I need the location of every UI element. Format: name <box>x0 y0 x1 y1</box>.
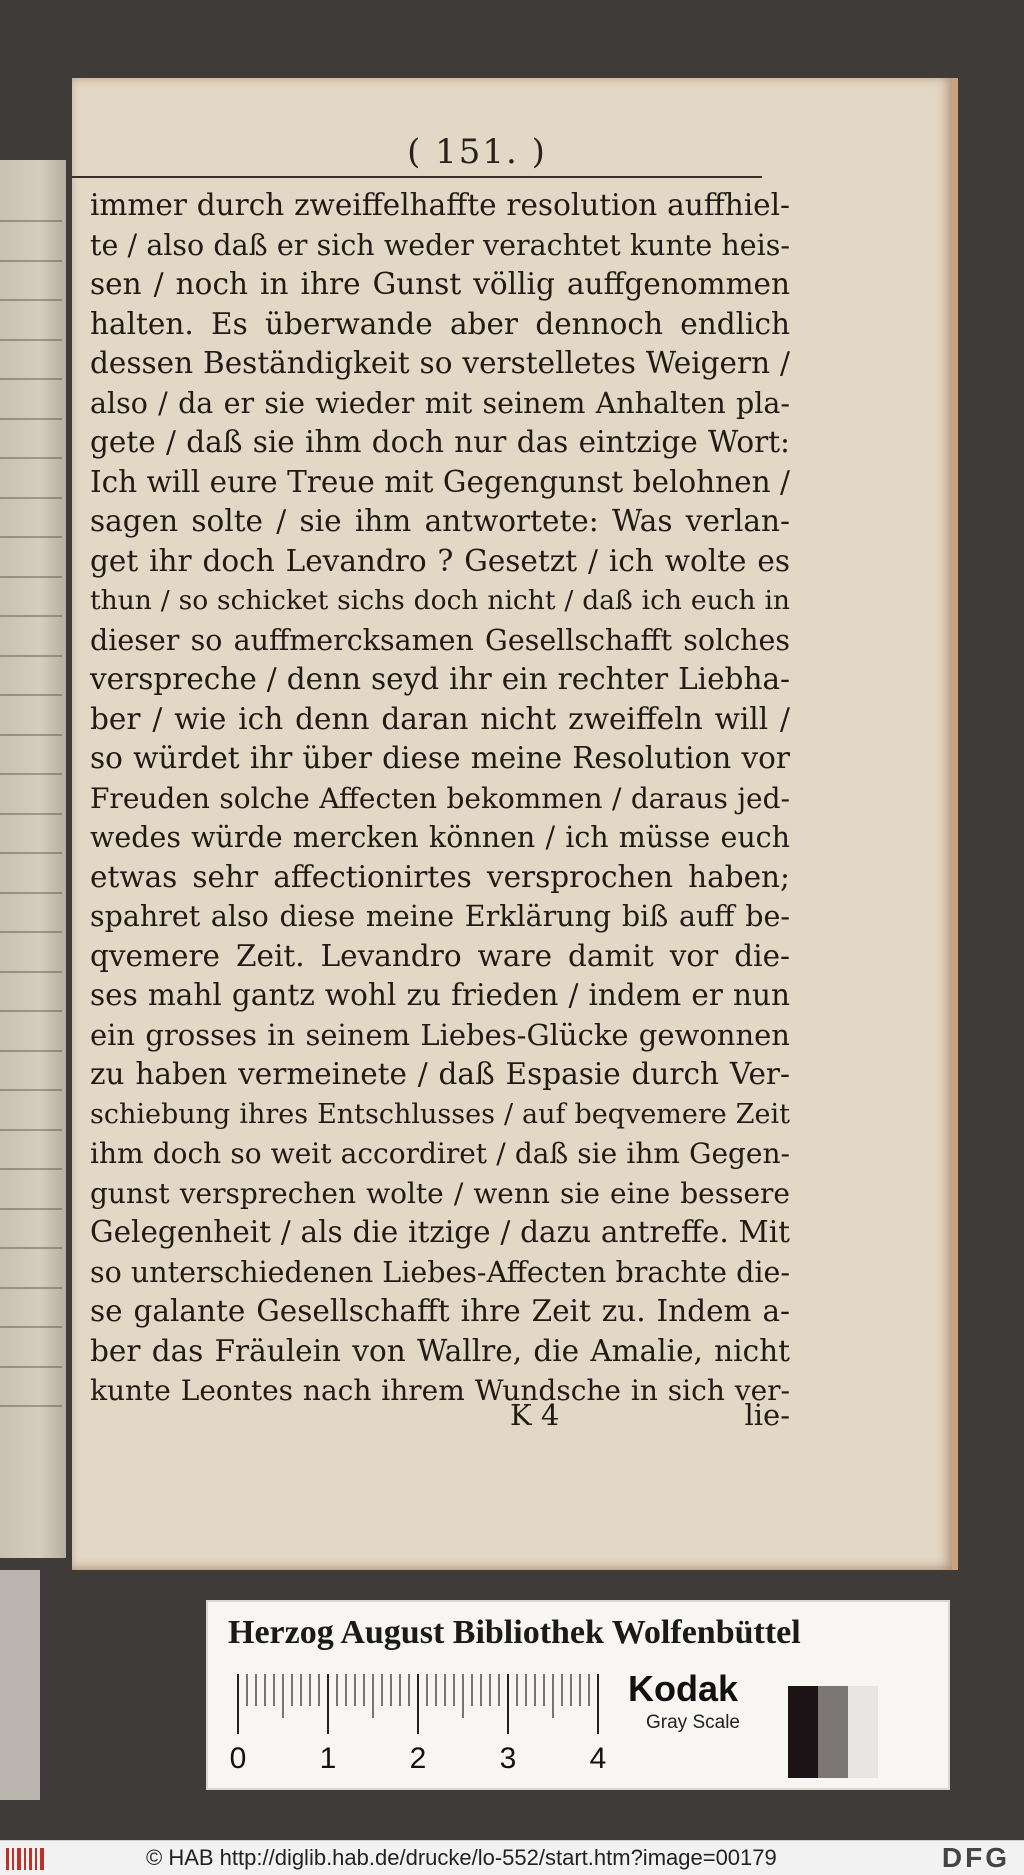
gray-patches <box>788 1686 878 1778</box>
page-text <box>90 186 790 1411</box>
page-header <box>92 132 862 182</box>
ghost-line <box>0 457 62 459</box>
text-line: dessen Beständigkeit so verstelletes Weigern / <box>90 346 790 380</box>
ghost-line <box>0 852 62 854</box>
text-line: get ihr doch Levandro ? Gesetzt / ich wolte es <box>90 543 790 578</box>
ghost-line <box>0 536 62 538</box>
ghost-line <box>0 892 62 894</box>
catchword: lie- <box>744 1398 790 1432</box>
ruler <box>229 1674 614 1778</box>
ghost-line <box>0 1208 62 1210</box>
ruler-ticks <box>234 1674 614 1738</box>
gray-patch <box>788 1686 818 1778</box>
gray-scale-label: Gray Scale <box>646 1712 740 1733</box>
ghost-line <box>0 655 62 657</box>
text-line: ber das Fräulein von Wallre, die Amalie, nicht <box>90 1333 790 1368</box>
ghost-line <box>0 1247 62 1249</box>
ghost-line <box>0 615 62 617</box>
text-line: ein grosses in seinem Liebes-Glücke gewonnen <box>90 1017 790 1052</box>
ghost-line <box>0 576 62 578</box>
text-line: verspreche / denn seyd ihr ein rechter Liebha- <box>90 662 790 696</box>
ghost-line <box>0 339 62 341</box>
footer-bar <box>0 1840 1024 1875</box>
page-number: ( 151. ) <box>407 132 547 172</box>
text-line: spahret also diese meine Erklärung biß auff be- <box>90 900 790 933</box>
book-page <box>72 78 958 1570</box>
ghost-line <box>0 813 62 815</box>
previous-page-edge <box>0 160 66 1558</box>
text-line: zu haben vermeinete / daß Espasie durch Ver- <box>90 1057 790 1091</box>
text-line: schiebung ihres Entschlusses / auf beqvemere Zeit <box>90 1098 790 1130</box>
gray-scale-card <box>206 1600 950 1790</box>
text-line: so unterschiedenen Liebes-Affecten brachte die- <box>90 1255 790 1289</box>
text-line: sen / noch in ihre Gunst völlig auffgenommen <box>90 267 790 301</box>
text-line: wedes würde mercken können / ich müsse euch <box>90 821 790 854</box>
ghost-line <box>0 418 62 420</box>
text-line: se galante Gesellschafft ihre Zeit zu. Indem a- <box>90 1294 790 1328</box>
text-line: te / also daß er sich weder verachtet kunte heis- <box>90 228 790 262</box>
text-line: gunst versprechen wolte / wenn sie eine bessere <box>90 1176 790 1210</box>
text-line: ber / wie ich denn daran nicht zweiffeln will / <box>90 701 790 736</box>
ghost-line <box>0 299 62 301</box>
text-line: immer durch zweiffelhaffte resolution auffhiel- <box>90 188 790 222</box>
page-footer-row <box>90 1398 790 1438</box>
ghost-line <box>0 1129 62 1131</box>
ghost-line <box>0 694 62 696</box>
ruler-number: 3 <box>499 1742 517 1775</box>
ghost-line <box>0 1010 62 1012</box>
signature-mark: K 4 <box>510 1398 560 1432</box>
text-line: dieser so auffmercksamen Gesellschafft solches <box>90 623 790 657</box>
ghost-line <box>0 1287 62 1289</box>
gray-patch <box>818 1686 848 1778</box>
text-line: sagen solte / sie ihm antwortete: Was verlan- <box>90 504 790 538</box>
text-line: etwas sehr affectionirtes versprochen haben; <box>90 859 790 894</box>
text-line: kunte Leontes nach ihrem Wundsche in sich ver- <box>90 1374 790 1407</box>
text-line: thun / so schicket sichs doch nicht / daß ich euch in <box>90 585 790 616</box>
header-rule <box>72 176 762 178</box>
ghost-line <box>0 773 62 775</box>
library-name: Herzog August Bibliothek Wolfenbüttel <box>228 1614 801 1651</box>
ghost-line <box>0 497 62 499</box>
gray-patch <box>848 1686 878 1778</box>
text-line: so würdet ihr über diese meine Resolution vor <box>90 741 790 775</box>
ghost-line <box>0 260 62 262</box>
kodak-logo: Kodak <box>628 1668 739 1709</box>
text-line: Freuden solche Affecten bekommen / daraus jed- <box>90 781 790 815</box>
text-line: Gelegenheit / als die itzige / dazu antreffe. Mit <box>90 1215 790 1249</box>
ruler-number: 1 <box>319 1742 337 1775</box>
ghost-line <box>0 1168 62 1170</box>
ghost-line <box>0 734 62 736</box>
previous-page-strip <box>0 1570 40 1800</box>
text-line: qvemere Zeit. Levandro ware damit vor die- <box>90 938 790 973</box>
barcode-icon <box>6 1848 46 1870</box>
ghost-line <box>0 1405 62 1407</box>
text-line: ses mahl gantz wohl zu frieden / indem er nun <box>90 978 790 1012</box>
ghost-line <box>0 1050 62 1052</box>
ghost-line <box>0 971 62 973</box>
text-line: also / da er sie wieder mit seinem Anhalten pla- <box>90 386 790 420</box>
ghost-line <box>0 378 62 380</box>
ghost-line <box>0 931 62 933</box>
dfg-logo: DFG <box>941 1842 1010 1873</box>
ruler-number: 2 <box>409 1742 427 1775</box>
text-line: halten. Es überwande aber dennoch endlich <box>90 306 790 341</box>
ruler-number: 0 <box>229 1742 247 1775</box>
ghost-line <box>0 1326 62 1328</box>
footer-source-link[interactable]: © HAB http://diglib.hab.de/drucke/lo-552/start.htm?image=00179 <box>146 1845 777 1870</box>
text-line: gete / daß sie ihm doch nur das eintzige Wort: <box>90 425 790 459</box>
ruler-number: 4 <box>589 1742 607 1775</box>
ghost-line <box>0 1366 62 1368</box>
ghost-line <box>0 1089 62 1091</box>
ghost-line <box>0 220 62 222</box>
text-line: ihm doch so weit accordiret / daß sie ihm Gegen- <box>90 1137 790 1170</box>
text-line: Ich will eure Treue mit Gegengunst belohnen / <box>90 464 790 499</box>
